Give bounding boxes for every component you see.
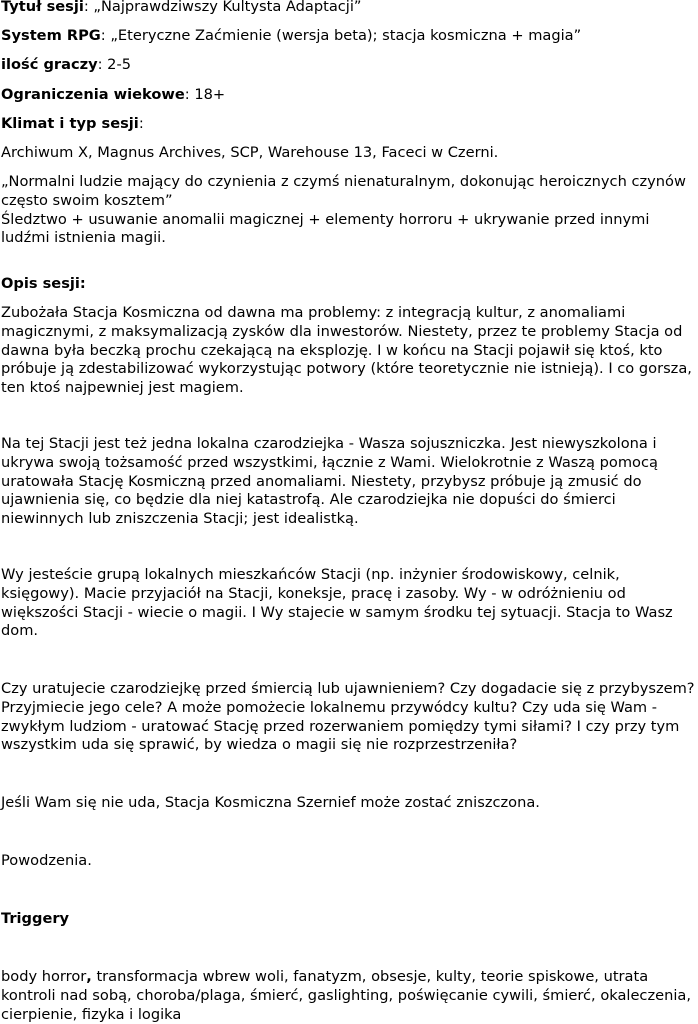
paragraph-line: uratowała Stację Kosmiczną przed anomaliami. Niestety, przybysz próbuje ją zmusić do: [1, 472, 642, 490]
description-paragraph-1: [1, 304, 698, 398]
player-count-value: : 2-5: [97, 56, 132, 73]
description-paragraph-6: Powodzenia.: [1, 852, 92, 869]
description-heading: [1, 275, 698, 294]
paragraph-line: próbuje ją zdestabilizować wykorzystując potwory (które teoretycznie nie istnieją). I co gorsza,: [1, 360, 692, 378]
climate-colon: :: [138, 115, 144, 132]
paragraph-line: ujawnienia się, co będzie dla niej katastrofą. Ale czarodziejka nie dopuści do śmierci: [1, 491, 616, 509]
triggers-list: [1, 968, 698, 1024]
trigger-bold-comma: ,: [86, 968, 92, 985]
paragraph-line: Zubożała Stacja Kosmiczna od dawna ma problemy: z integracją kultur, z anomaliami: [1, 304, 626, 321]
description-paragraph-3: [1, 566, 698, 641]
triggers-heading: [1, 910, 698, 929]
paragraph-line: wszystkim uda się sprawić, by wiedza o magii się nie rozprzestrzeniła?: [1, 736, 518, 754]
rpg-system-line: [1, 27, 698, 46]
climate-quote-line: „Normalni ludzie mający do czynienia z czymś nienaturalnym, dokonując heroicznych czynów: [1, 173, 686, 190]
paragraph-line: niewinnych lub zniszczenia Stacji; jest idealistką.: [1, 510, 359, 528]
description-paragraph-4: [1, 680, 698, 755]
description-paragraph-5: Jeśli Wam się nie uda, Stacja Kosmiczna Szernief może zostać zniszczona.: [1, 794, 540, 811]
rpg-system-label: System RPG: [1, 27, 101, 44]
paragraph-line: Czy uratujecie czarodziejkę przed śmiercią lub ujawnieniem? Czy dogadacie się z przybyszem?: [1, 680, 695, 697]
age-limit-line: [1, 86, 698, 105]
trigger-rest: transformacja wbrew woli, fanatyzm, obsesje, kulty, teorie spiskowe, utrata: [91, 968, 649, 985]
paragraph-line: ukrywa swoją tożsamość przed wszystkimi, łącznie z Wami. Wielokrotnie z Waszą pomocą: [1, 453, 658, 471]
climate-desc-line: ludźmi istnienia magii.: [1, 229, 166, 247]
rpg-system-value: : „Eteryczne Zaćmienie (wersja beta); stacja kosmiczna + magia”: [100, 27, 582, 44]
player-count-line: [1, 56, 698, 75]
inspirations-text: Archiwum X, Magnus Archives, SCP, Warehouse 13, Faceci w Czerni.: [1, 144, 499, 161]
paragraph-line: większości Stacji - wiecie o magii. I Wy stajecie w samym środku tej sytuacji. Stacja to Wasz: [1, 603, 673, 621]
session-title-value: : „Najprawdziwszy Kultysta Adaptacji”: [83, 0, 362, 15]
player-count-label: ilość graczy: [1, 56, 98, 73]
trigger-first: body horror: [1, 968, 87, 985]
triggers-line: kontroli nad sobą, choroba/plaga, śmierć, gaslighting, poświęcanie cywili, śmierć, okaleczenia,: [1, 986, 691, 1004]
paragraph-line: księgowy). Macie przyjaciół na Stacji, koneksje, pracę i zasoby. Wy - w odróżnieniu od: [1, 584, 626, 602]
climate-label: Klimat i typ sesji: [1, 115, 139, 132]
paragraph-line: dom.: [1, 622, 39, 640]
climate-heading-line: [1, 115, 698, 134]
age-limit-value: : 18+: [184, 86, 226, 103]
description-paragraph-2: [1, 435, 698, 529]
paragraph-line: zwykłym ludziom - uratować Stację przed rozerwaniem pomiędzy tymi siłami? I czy przy tym: [1, 717, 680, 735]
paragraph-line: Przyjmiecie jego cele? A może pomożecie lokalnemu przywódcy kultu? Czy uda się Wam -: [1, 698, 658, 716]
description-heading-text: Opis sesji:: [1, 275, 86, 292]
paragraph-line: Wy jesteście grupą lokalnych mieszkańców Stacji (np. inżynier środowiskowy, celnik,: [1, 566, 620, 583]
climate-quote-line: często swoim kosztem”: [1, 191, 173, 209]
climate-desc-line: Śledztwo + usuwanie anomalii magicznej + elementy horroru + ukrywanie przed innymi: [1, 210, 650, 228]
age-limit-label: Ograniczenia wiekowe: [1, 86, 185, 103]
paragraph-line: ten ktoś najpewniej jest magiem.: [1, 379, 244, 397]
paragraph-line: Na tej Stacji jest też jedna lokalna czarodziejka - Wasza sojuszniczka. Jest niewyszkolona i: [1, 435, 657, 452]
session-title-line: [1, 0, 698, 17]
climate-quote: [1, 173, 698, 248]
triggers-line: [1, 968, 698, 987]
paragraph-line: magicznymi, z maksymalizacją zysków dla inwestorów. Niestety, przez te problemy Stacja od: [1, 322, 683, 340]
triggers-heading-text: Triggery: [1, 910, 70, 927]
session-title-label: Tytuł sesji: [1, 0, 84, 15]
paragraph-line: dawna była beczką prochu czekającą na eksplozję. I w końcu na Stacji pojawił się ktoś, kto: [1, 341, 663, 359]
triggers-line: cierpienie, fizyka i logika: [1, 1005, 182, 1023]
